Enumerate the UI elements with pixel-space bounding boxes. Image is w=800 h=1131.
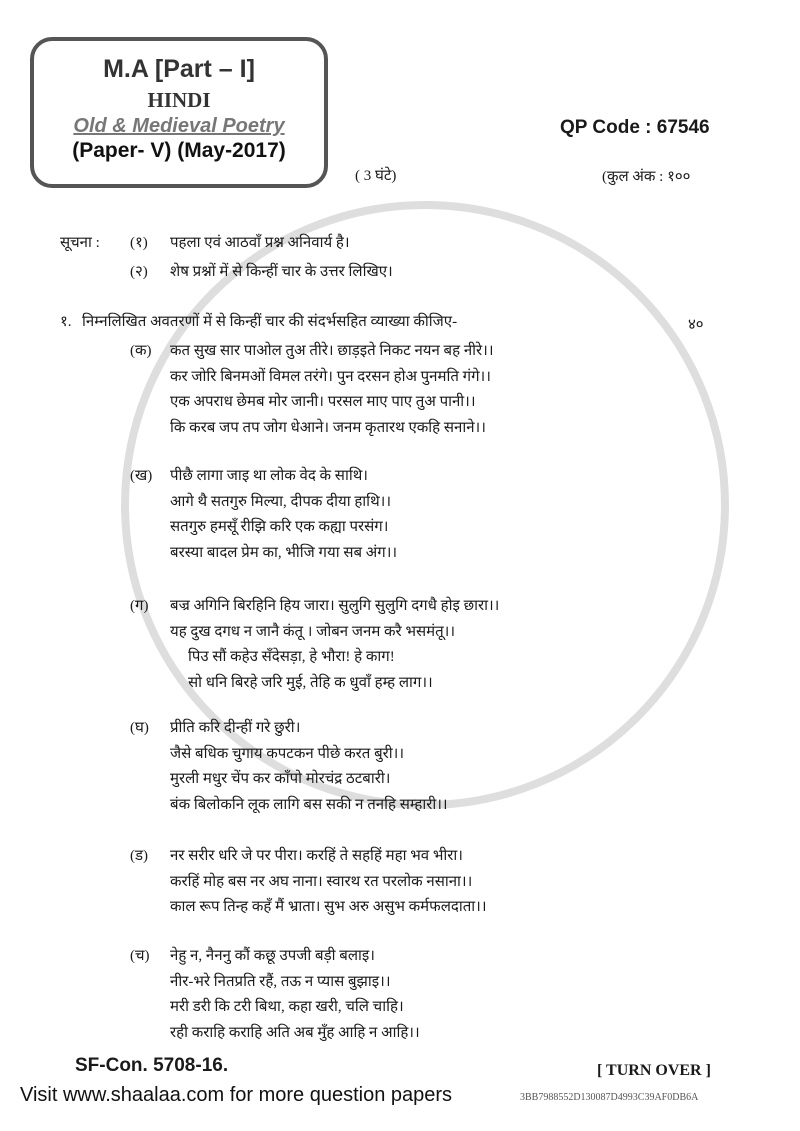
passage-line: कत सुख सार पाओल तुअ तीरे। छाड़इते निकट नयन बह नीरे।।: [170, 343, 494, 359]
instruction-text: पहला एवं आठवाँ प्रश्न अनिवार्य है।: [170, 235, 350, 251]
instruction-number: (१): [130, 235, 148, 251]
passage-line: बज्र अगिनि बिरहिनि हिय जारा। सुलुगि सुलुगि दगधै होइ छारा।।: [170, 598, 500, 614]
document-hash: 3BB7988552D130087D4993C39AF0DB6A: [520, 1092, 699, 1103]
passage-line: सो धनि बिरहे जरि मुई, तेहि क धुवाँ हम्ह लाग।।: [188, 674, 433, 691]
passage-label: (ग): [130, 598, 149, 614]
passage-line: मरी डरी कि टरी बिथा, कहा खरी, चलि चाहि।: [170, 999, 404, 1015]
passage-line: यह दुख दगध न जानै कंतू । जोबन जनम करै भसमंतू।।: [170, 623, 456, 640]
subject-title: HINDI: [147, 88, 211, 112]
turn-over: [ TURN OVER ]: [597, 1062, 711, 1079]
passage: [130, 944, 420, 1046]
passage-line: बंक बिलोकनि लूक लागि बस सकी न तनहि सम्हारी।।: [170, 796, 448, 813]
passage: [130, 716, 448, 818]
passage-line: बरस्या बादल प्रेम का, भीजि गया सब अंग।।: [170, 544, 398, 561]
paper-code: SF-Con. 5708-16.: [75, 1055, 229, 1076]
duration: ( 3 घंटे): [355, 168, 397, 184]
passage-line: जैसे बधिक चुगाय कपटकन पीछे करत बुरी।।: [170, 745, 405, 762]
passage-label: (ड): [130, 848, 149, 864]
paper-title: Old & Medieval Poetry: [73, 115, 285, 137]
paper-info: (Paper- V) (May-2017): [72, 139, 286, 162]
course-title: M.A [Part – I]: [103, 55, 255, 83]
passage-label: (ख): [130, 468, 153, 484]
passage-line: कि करब जप तप जोग धेआने। जनम कृतारथ एकहि सनाने।।: [170, 419, 486, 436]
paper-header-box: [30, 37, 328, 188]
passage-line: सतगुरु हमसूँ रीझि करि एक कह्या परसंग।: [170, 519, 389, 535]
passage-line: काल रूप तिन्ह कहँ मैं भ्राता। सुभ अरु असुभ कर्मफलदाता।।: [170, 899, 487, 915]
passage: [130, 464, 397, 566]
instructions-label: सूचना :: [60, 235, 100, 251]
instruction-text: शेष प्रश्नों में से किन्हीं चार के उत्तर लिखिए।: [170, 264, 393, 280]
passage-line: पिउ सौं कहेउ सँदेसड़ा, हे भौरा! हे काग!: [188, 649, 395, 665]
qp-code: QP Code : 67546: [560, 117, 710, 138]
passage-line: पीछै लागा जाइ था लोक वेद के साथि।: [170, 468, 368, 484]
question-marks: ४०: [688, 317, 704, 333]
passage-line: करहिं मोह बस नर अघ नाना। स्वारथ रत परलोक नसाना।।: [170, 873, 473, 890]
passage-line: नेहु न, नैननु कौं कछू उपजी बड़ी बलाइ।: [170, 948, 375, 964]
passage: [130, 339, 494, 441]
passage: [130, 594, 499, 696]
passage-line: एक अपराध छेमब मोर जानी। परसल माए पाए तुअ पानी।।: [170, 394, 476, 410]
passage-line: कर जोरि बिनमओं विमल तरंगे। पुन दरसन होअ पुनमति गंगे।।: [170, 368, 491, 385]
question-number: १.: [60, 314, 72, 330]
instruction-number: (२): [130, 264, 148, 280]
passage-line: रही कराहि कराहि अति अब मुँह आहि न आहि।।: [170, 1024, 420, 1041]
question-text: निम्नलिखित अवतरणों में से किन्हीं चार की संदर्भसहित व्याख्या कीजिए-: [82, 314, 458, 330]
passage-line: प्रीति करि दीन्हीं गरे छुरी।: [170, 720, 301, 736]
passage-label: (घ): [130, 720, 149, 736]
passage-line: आगे थै सतगुरु मिल्या, दीपक दीया हाथि।।: [170, 493, 392, 510]
passage-label: (क): [130, 343, 152, 359]
total-marks: (कुल अंक : १००: [602, 169, 691, 185]
passage-label: (च): [130, 948, 150, 964]
passage-line: मुरली मधुर चेंप कर काँपो मोरचंद्र ठटबारी।: [170, 771, 391, 787]
passage-line: नर सरीर धरि जे पर पीरा। करहिं ते सहहिं महा भव भीरा।: [170, 848, 463, 864]
shaalaa-promo-link[interactable]: Visit www.shaalaa.com for more question papers: [20, 1084, 453, 1106]
passage-line: नीर-भरे नितप्रति रहैं, तऊ न प्यास बुझाइ।।: [170, 973, 391, 990]
passage: [130, 844, 487, 921]
